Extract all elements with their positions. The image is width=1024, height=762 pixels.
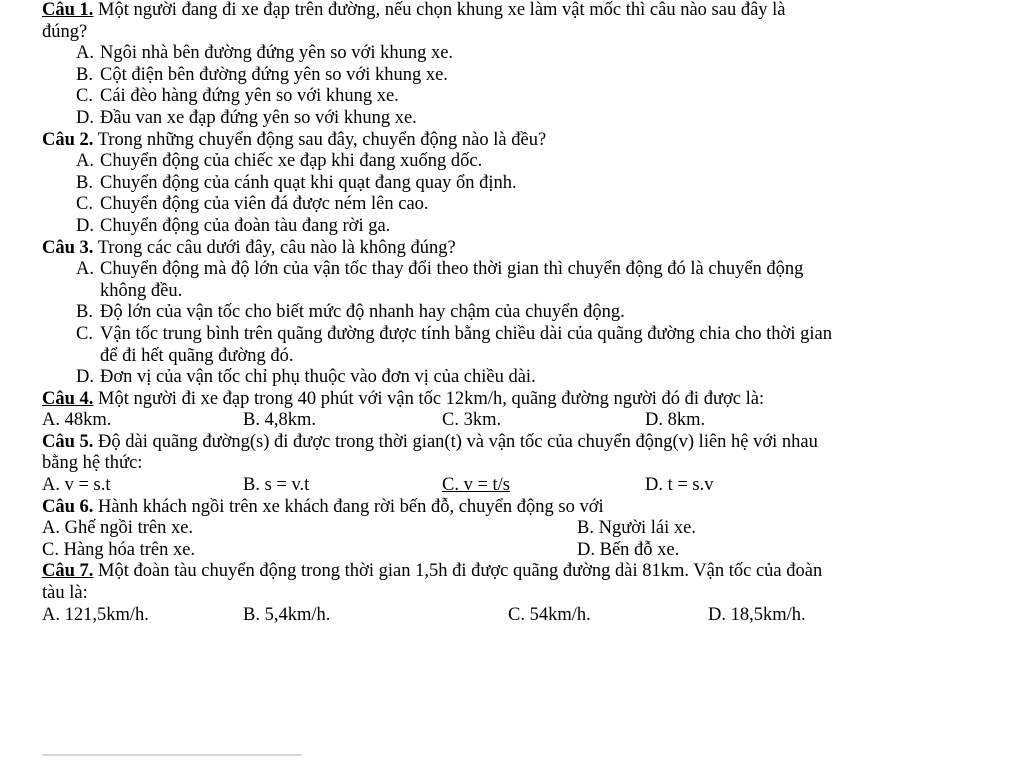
question-6-label: Câu 6. (42, 496, 94, 517)
question-1-text: Một người đang đi xe đạp trên đường, nếu chọn khung xe làm vật mốc thì câu nào sau đây là (93, 0, 786, 20)
question-2-option-b[interactable]: B. Chuyển động của cánh quạt khi quạt đang quay ổn định. (76, 172, 517, 193)
question-2-option-c[interactable]: C. Chuyển động của viên đá được ném lên cao. (76, 194, 429, 215)
question-7-option-c[interactable]: C. 54km/h. (508, 604, 591, 625)
question-2-option-d[interactable]: D. Chuyển động của đoàn tàu đang rời ga. (76, 215, 391, 236)
question-5-option-b[interactable]: B. s = v.t (243, 475, 310, 496)
question-5-text: Độ dài quãng đường(s) đi được trong thời gian(t) và vận tốc của chuyển động(v) liên hệ với nhau (93, 431, 818, 452)
question-6 (42, 497, 1014, 562)
question-3-option-b[interactable]: B. Độ lớn của vận tốc cho biết mức độ nhanh hay chậm của chuyển động. (76, 302, 625, 323)
question-1 (42, 0, 1014, 130)
question-2-option-a[interactable]: A. Chuyển động của chiếc xe đạp khi đang xuống dốc. (76, 151, 483, 172)
question-4-option-b[interactable]: B. 4,8km. (243, 410, 316, 431)
question-7-option-b[interactable]: B. 5,4km/h. (243, 604, 331, 625)
question-5-option-c[interactable]: C. v = t/s (442, 475, 511, 496)
question-7-option-d[interactable]: D. 18,5km/h. (708, 604, 806, 625)
question-7-label: Câu 7. (42, 561, 94, 582)
question-2-stem (42, 130, 1014, 152)
question-4-option-d[interactable]: D. 8km. (645, 410, 706, 431)
question-7-options (42, 605, 1014, 627)
question-5 (42, 432, 1014, 497)
question-7-text: Một đoàn tàu chuyển động trong thời gian 1,5h đi được quãng đường dài 81km. Vận tốc của đoàn (93, 561, 823, 582)
question-7-stem (42, 561, 1014, 583)
question-3-option-a[interactable]: A. Chuyển động mà độ lớn của vận tốc thay đổi theo thời gian thì chuyển động đó là chuyển động (76, 259, 804, 280)
question-5-stem-cont: bằng hệ thức: (42, 453, 143, 474)
question-5-stem (42, 432, 1014, 454)
question-4 (42, 389, 1014, 432)
question-4-option-a[interactable]: A. 48km. (42, 410, 112, 431)
question-6-stem (42, 497, 1014, 519)
question-6-option-d[interactable]: D. Bến đỗ xe. (577, 539, 680, 560)
question-3-option-a-cont: không đều. (100, 280, 183, 301)
question-4-options (42, 410, 1014, 432)
question-3-text: Trong các câu dưới đây, câu nào là không đúng? (93, 237, 456, 258)
question-4-label: Câu 4. (42, 388, 94, 409)
question-3-stem (42, 238, 1014, 260)
question-1-label: Câu 1. (42, 0, 94, 20)
question-2 (42, 130, 1014, 238)
question-6-option-c[interactable]: C. Hàng hóa trên xe. (42, 539, 196, 560)
question-7-stem-cont: tàu là: (42, 583, 88, 604)
question-1-option-d[interactable]: D. Đầu van xe đạp đứng yên so với khung xe. (76, 107, 417, 128)
question-6-options-row-1 (42, 518, 1014, 540)
question-5-label: Câu 5. (42, 431, 94, 452)
question-1-option-a[interactable]: A. Ngôi nhà bên đường đứng yên so với khung xe. (76, 43, 454, 64)
question-1-option-b[interactable]: B. Cột điện bên đường đứng yên so với khung xe. (76, 64, 448, 85)
question-3-option-d[interactable]: D. Đơn vị của vận tốc chỉ phụ thuộc vào đơn vị của chiều dài. (76, 367, 536, 388)
question-3-option-c-cont: để đi hết quãng đường đó. (100, 345, 294, 366)
question-4-stem (42, 389, 1014, 411)
question-7 (42, 561, 1014, 626)
question-4-text: Một người đi xe đạp trong 40 phút với vận tốc 12km/h, quãng đường người đó đi được là: (93, 388, 765, 409)
question-6-options-row-2 (42, 540, 1014, 562)
question-5-options (42, 475, 1014, 497)
question-2-label: Câu 2. (42, 129, 94, 150)
question-3 (42, 238, 1014, 389)
question-1-option-c[interactable]: C. Cái đèo hàng đứng yên so với khung xe. (76, 86, 399, 107)
question-6-option-b[interactable]: B. Người lái xe. (577, 518, 696, 539)
question-4-option-c[interactable]: C. 3km. (442, 410, 502, 431)
question-5-option-d[interactable]: D. t = s.v (645, 475, 714, 496)
question-3-option-c[interactable]: C. Vận tốc trung bình trên quãng đường được tính bằng chiều dài của quãng đường chia cho thời gian (76, 323, 832, 344)
question-3-label: Câu 3. (42, 237, 94, 258)
question-1-stem-cont: đúng? (42, 21, 88, 42)
question-6-option-a[interactable]: A. Ghế ngồi trên xe. (42, 518, 194, 539)
question-6-text: Hành khách ngồi trên xe khách đang rời bến đỗ, chuyển động so với (93, 496, 604, 517)
question-5-option-a[interactable]: A. v = s.t (42, 475, 111, 496)
question-1-stem (42, 0, 1014, 22)
question-7-option-a[interactable]: A. 121,5km/h. (42, 604, 149, 625)
question-2-text: Trong những chuyển động sau đây, chuyển động nào là đều? (93, 129, 547, 150)
